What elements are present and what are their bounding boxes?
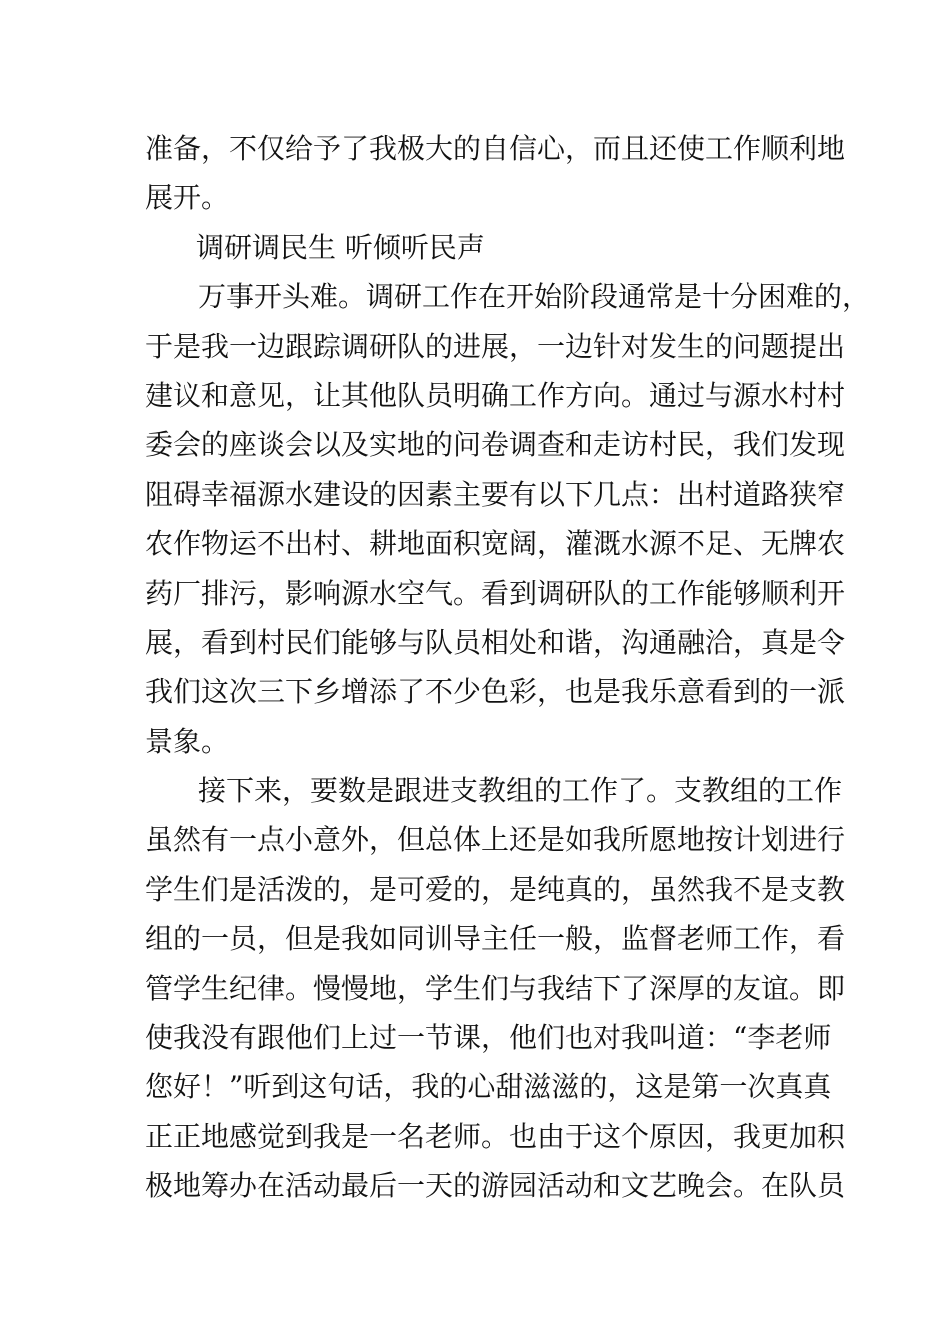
text-line: 我们这次三下乡增添了不少色彩，也是我乐意看到的一派 <box>145 675 846 709</box>
text-line: 阻碍幸福源水建设的因素主要有以下几点：出村道路狭窄 <box>145 477 846 511</box>
text-line: 委会的座谈会以及实地的问卷调查和走访村民，我们发现 <box>145 428 846 462</box>
paragraph-start-line: 接下来，要数是跟进支教组的工作了。支教组的工作 <box>198 774 843 808</box>
text-line: 您好！”听到这句话，我的心甜滋滋的，这是第一次真真 <box>145 1070 832 1104</box>
text-line: 建议和意见，让其他队员明确工作方向。通过与源水村村 <box>145 378 846 412</box>
text-line: 组的一员，但是我如同训导主任一般，监督老师工作，看 <box>145 922 846 956</box>
text-line: 展开。 <box>145 181 230 215</box>
text-line: 虽然有一点小意外，但总体上还是如我所愿地按计划进行 <box>145 823 846 857</box>
paragraph-start-line: 万事开头难。调研工作在开始阶段通常是十分困难的， <box>198 280 871 314</box>
text-line: 农作物运不出村、耕地面积宽阔，灌溉水源不足、无牌农 <box>145 527 846 561</box>
text-line: 极地筹办在活动最后一天的游园活动和文艺晚会。在队员 <box>145 1169 846 1203</box>
text-line: 景象。 <box>145 724 230 758</box>
text-line: 准备，不仅给予了我极大的自信心，而且还使工作顺利地 <box>145 132 846 165</box>
text-line: 药厂排污，影响源水空气。看到调研队的工作能够顺利开 <box>145 576 846 610</box>
text-line: 正正地感觉到我是一名老师。也由于这个原因，我更加积 <box>145 1119 846 1153</box>
text-line: 学生们是活泼的，是可爱的，是纯真的，虽然我不是支教 <box>145 872 846 906</box>
text-line: 展，看到村民们能够与队员相处和谐，沟通融洽，真是令 <box>145 625 846 659</box>
body-text <box>145 124 871 1211</box>
text-line: 于是我一边跟踪调研队的进展，一边针对发生的问题提出 <box>145 329 846 363</box>
text-line: 管学生纪律。慢慢地，学生们与我结下了深厚的友谊。即 <box>145 971 846 1005</box>
section-heading: 调研调民生 听倾听民声 <box>196 230 485 264</box>
text-line: 使我没有跟他们上过一节课，他们也对我叫道：“李老师 <box>145 1021 832 1055</box>
